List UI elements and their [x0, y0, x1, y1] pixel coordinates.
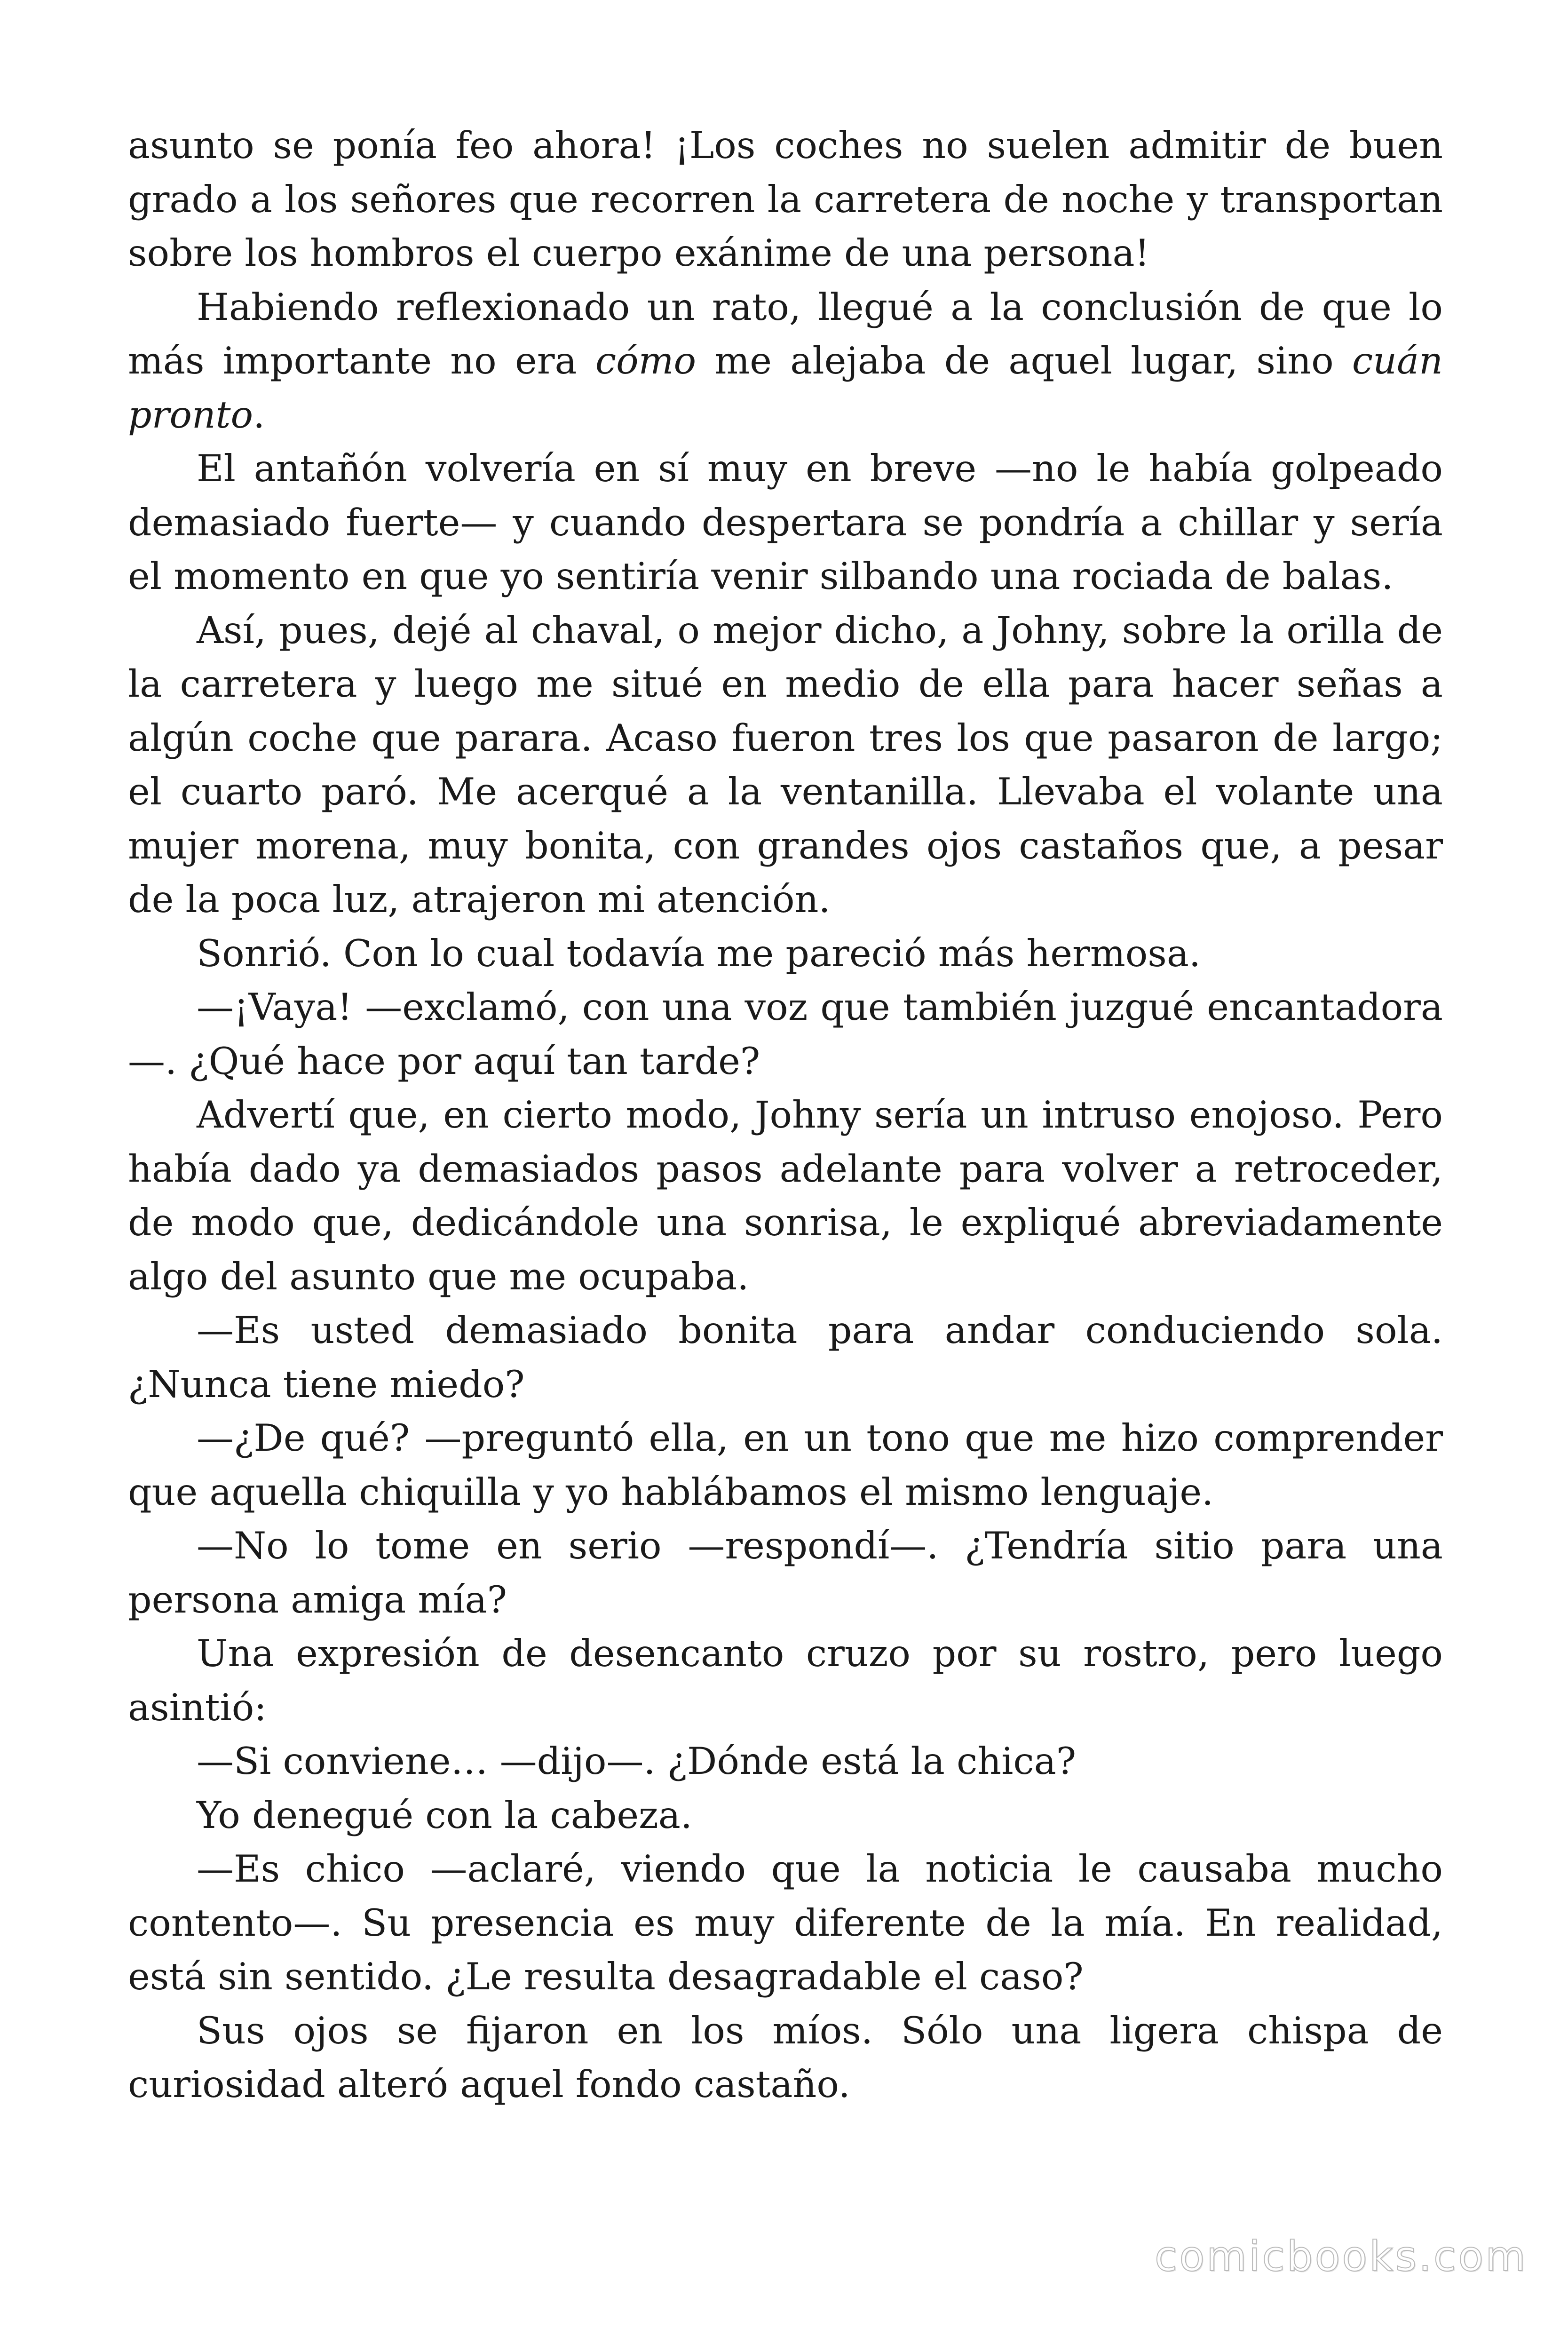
paragraph-text: Habiendo reflexionado un rato, llegué a la conclusión de que lo más importante no era — [128, 285, 1443, 382]
paragraph — [128, 980, 1443, 1088]
paragraph-text: Advertí que, en cierto modo, Johny sería un intruso enojoso. Pero había dado ya demasiados pasos adelante para volver a retroceder, de modo que, dedicándole una sonrisa, le expliqué abreviadamente algo del asunto que me ocupaba. — [128, 1093, 1443, 1298]
paragraph — [128, 1734, 1443, 1788]
paragraph-text: Una expresión de desencanto cruzo por su rostro, pero luego asintió: — [128, 1632, 1443, 1729]
paragraph — [128, 604, 1443, 927]
paragraph-text: asunto se ponía feo ahora! ¡Los coches no suelen admitir de buen grado a los señores que recorren la carretera de noche y transportan sobre los hombros el cuerpo exánime de una persona! — [128, 124, 1443, 275]
paragraph-text: —¿De qué? —preguntó ella, en un tono que me hizo comprender que aquella chiquilla y yo hablábamos el mismo lenguaje. — [128, 1416, 1443, 1514]
paragraph-text: me alejaba de aquel lugar, sino — [696, 339, 1352, 382]
paragraph-text: . — [253, 393, 265, 437]
paragraph — [128, 1519, 1443, 1627]
paragraph — [128, 442, 1443, 604]
paragraph — [128, 1842, 1443, 2004]
paragraph — [128, 1303, 1443, 1411]
paragraph-text: El antañón volvería en sí muy en breve —no le había golpeado demasiado fuerte— y cuando despertara se pondría a chillar y sería el momento en que yo sentiría venir silbando una rociada de balas. — [128, 447, 1443, 598]
paragraph — [128, 1088, 1443, 1303]
paragraph — [128, 1411, 1443, 1519]
paragraph — [128, 1788, 1443, 1843]
italic-text: cuán pronto — [128, 339, 1443, 437]
page-body — [128, 119, 1443, 2179]
paragraph-text: Así, pues, dejé al chaval, o mejor dicho, a Johny, sobre la orilla de la carretera y luego me situé en medio de ella para hacer señas a algún coche que parara. Acaso fueron tres los que pasaron de largo; el cuarto paró. Me acerqué a la ventanilla. Llevaba el volante una mujer morena, muy bonita, con grandes ojos castaños que, a pesar de la poca luz, atrajeron mi atención. — [128, 608, 1443, 921]
paragraph — [128, 1627, 1443, 1734]
paragraph — [128, 2004, 1443, 2112]
paragraph — [128, 927, 1443, 981]
paragraph-text: —Es usted demasiado bonita para andar conduciendo sola. ¿Nunca tiene miedo? — [128, 1309, 1443, 1406]
watermark: comicbooks.com — [1154, 2232, 1528, 2280]
paragraph-text: —¡Vaya! —exclamó, con una voz que también juzgué encantadora—. ¿Qué hace por aquí tan tarde? — [128, 985, 1443, 1083]
paragraph-text: Yo denegué con la cabeza. — [197, 1793, 693, 1837]
paragraph — [128, 280, 1443, 442]
paragraph-text: —No lo tome en serio —respondí—. ¿Tendría sitio para una persona amiga mía? — [128, 1524, 1443, 1621]
paragraph — [128, 119, 1443, 280]
paragraph-text: Sonrió. Con lo cual todavía me pareció más hermosa. — [197, 931, 1201, 975]
paragraph-text: Sus ojos se fijaron en los míos. Sólo una ligera chispa de curiosidad alteró aquel fondo castaño. — [128, 2009, 1443, 2106]
paragraph-text: —Es chico —aclaré, viendo que la noticia le causaba mucho contento—. Su presencia es muy diferente de la mía. En realidad, está sin sentido. ¿Le resulta desagradable el caso? — [128, 1847, 1443, 1998]
paragraph-text: —Si conviene… —dijo—. ¿Dónde está la chica? — [197, 1740, 1077, 1783]
italic-text: cómo — [595, 339, 697, 382]
